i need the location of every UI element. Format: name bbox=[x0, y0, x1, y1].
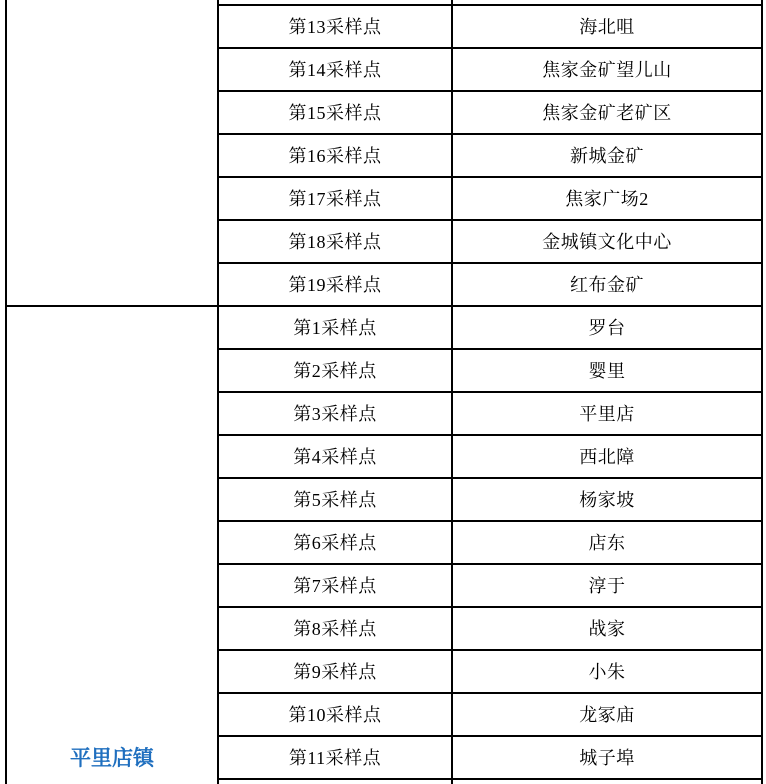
sampling-point-cell: 第16采样点 bbox=[219, 135, 453, 176]
table-row bbox=[219, 47, 761, 90]
town-group-2 bbox=[7, 305, 761, 784]
sampling-point-cell: 第10采样点 bbox=[219, 694, 453, 735]
location-cell: 战家 bbox=[588, 618, 626, 639]
sampling-point-cell: 第2采样点 bbox=[219, 350, 453, 391]
location-cell: 婴里 bbox=[588, 360, 626, 381]
table-row bbox=[219, 262, 761, 305]
sampling-point-cell: 第11采样点 bbox=[219, 737, 453, 778]
table-row bbox=[219, 520, 761, 563]
location-cell: 焦家广场2 bbox=[565, 188, 649, 209]
table-row bbox=[219, 692, 761, 735]
location-cell: 焦家金矿老矿区 bbox=[542, 102, 672, 123]
location-cell: 金城镇文化中心 bbox=[542, 231, 672, 252]
table-row bbox=[219, 606, 761, 649]
sampling-point-cell: 第8采样点 bbox=[219, 608, 453, 649]
table-row bbox=[219, 176, 761, 219]
location-cell: 新城金矿 bbox=[570, 145, 644, 166]
sampling-point-cell bbox=[219, 780, 453, 784]
location-cell: 平里店 bbox=[579, 403, 635, 424]
location-cell: 淳于 bbox=[588, 575, 626, 596]
town-group-2-rows bbox=[219, 307, 761, 784]
table-row bbox=[219, 4, 761, 47]
table-row bbox=[219, 434, 761, 477]
location-cell: 小朱 bbox=[588, 661, 626, 682]
sampling-point-cell: 第17采样点 bbox=[219, 178, 453, 219]
sampling-point-cell: 第13采样点 bbox=[219, 6, 453, 47]
sampling-point-cell: 第7采样点 bbox=[219, 565, 453, 606]
cropped-row-top bbox=[219, 0, 761, 4]
town-group-1-rows bbox=[219, 0, 761, 305]
location-cell: 西北障 bbox=[579, 446, 635, 467]
town-cell-2 bbox=[7, 307, 219, 784]
town-group-1 bbox=[7, 0, 761, 305]
table-row bbox=[219, 563, 761, 606]
table-row bbox=[219, 735, 761, 778]
sampling-point-cell bbox=[219, 0, 453, 4]
location-cell: 店东 bbox=[588, 532, 626, 553]
location-cell: 红布金矿 bbox=[570, 274, 644, 295]
table-row bbox=[219, 649, 761, 692]
location-cell: 城子埠 bbox=[579, 747, 635, 768]
sampling-point-cell: 第5采样点 bbox=[219, 479, 453, 520]
sampling-table bbox=[5, 0, 763, 784]
location-cell bbox=[453, 0, 761, 4]
sampling-point-cell: 第3采样点 bbox=[219, 393, 453, 434]
table-row bbox=[219, 133, 761, 176]
table-row bbox=[219, 477, 761, 520]
location-cell: 龙冢庙 bbox=[579, 704, 635, 725]
table-row bbox=[219, 90, 761, 133]
table-row bbox=[219, 391, 761, 434]
sampling-point-cell: 第1采样点 bbox=[219, 307, 453, 348]
sampling-point-cell: 第4采样点 bbox=[219, 436, 453, 477]
sampling-point-cell: 第9采样点 bbox=[219, 651, 453, 692]
sampling-point-cell: 第6采样点 bbox=[219, 522, 453, 563]
table-row bbox=[219, 219, 761, 262]
cropped-row-bottom bbox=[219, 778, 761, 784]
sampling-point-cell: 第19采样点 bbox=[219, 264, 453, 305]
location-cell bbox=[453, 780, 761, 784]
location-cell: 焦家金矿望儿山 bbox=[542, 59, 672, 80]
town-cell-1 bbox=[7, 0, 219, 305]
sampling-point-cell: 第15采样点 bbox=[219, 92, 453, 133]
table-row bbox=[219, 307, 761, 348]
table-row bbox=[219, 348, 761, 391]
sampling-point-cell: 第14采样点 bbox=[219, 49, 453, 90]
town-label-2: 平里店镇 bbox=[70, 747, 154, 770]
location-cell: 罗台 bbox=[588, 317, 626, 338]
location-cell: 杨家坡 bbox=[579, 489, 635, 510]
location-cell: 海北咀 bbox=[579, 16, 635, 37]
sampling-point-cell: 第18采样点 bbox=[219, 221, 453, 262]
